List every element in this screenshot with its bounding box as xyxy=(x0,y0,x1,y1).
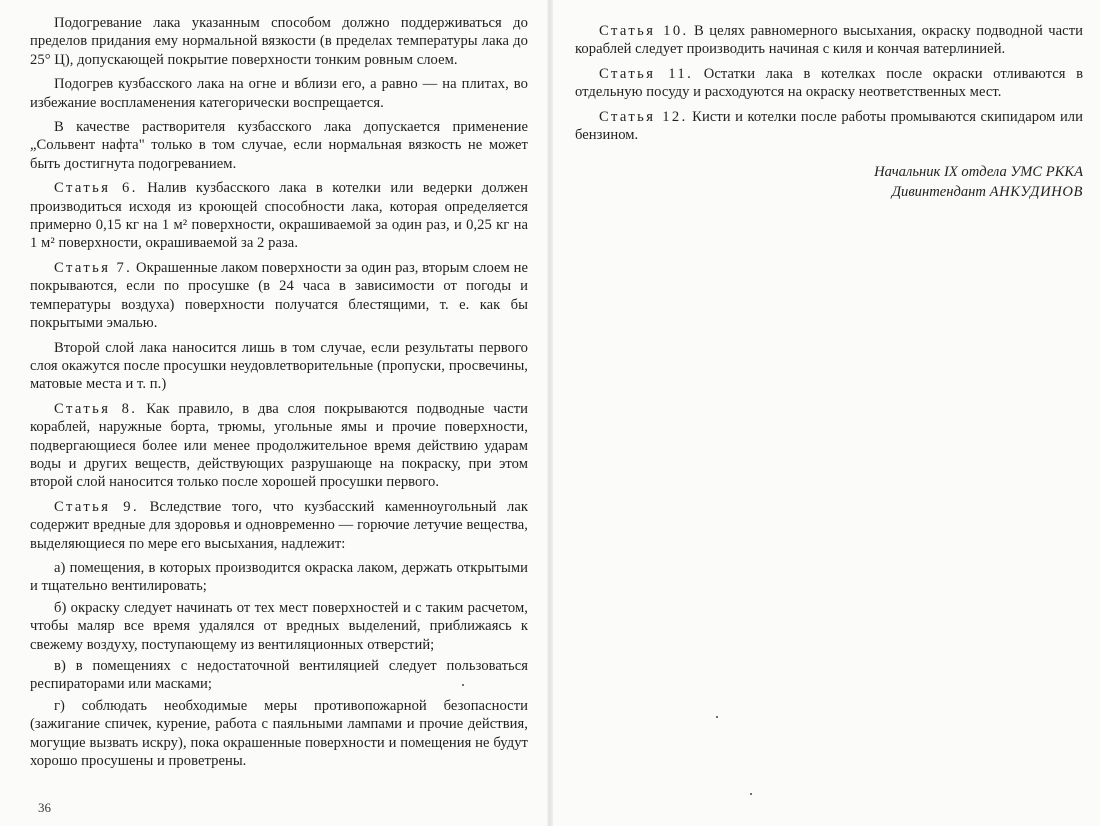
list-item: г) соблюдать необходимые меры противопожарной безопасности (зажигание спичек, курение, работа с паяльными лампами и прочие действия, могущие вызвать искру), пока окрашенные поверхности и помещения не будут хорошо просушены и проветрены. xyxy=(30,697,528,770)
paragraph: В качестве растворителя кузбасского лака допускается применение „Сольвент нафта" только в том случае, если нормальная вязкость не может быть достигнута подогреванием. xyxy=(30,119,528,172)
article-12: Статья 12. Кисти и котелки после работы промываются скипидаром или бензином. xyxy=(575,108,1083,144)
paragraph: Подогревание лака указанным способом должно поддерживаться до пределов придания ему нормальной вязкости (в пределах температуры лака до 25° Ц), допускающей покрытие поверхности тонким ровным слоем. xyxy=(30,15,528,68)
article-10: Статья 10. В целях равномерного высыхания, окраску подводной части кораблей следует производить начиная с киля и кончая ватерлинией. xyxy=(575,23,1083,58)
left-page xyxy=(30,14,528,820)
article-11: Статья 11. Остатки лака в котелках после окраски отливаются в отдельную посуду и расходуются на окраску неответственных мест. xyxy=(575,65,1084,101)
article-label: Статья 11. xyxy=(599,65,694,82)
signature-name: АНКУДИНОВ xyxy=(989,184,1083,201)
paragraph: Подогрев кузбасского лака на огне и вблизи его, а равно — на плитах, во избежание воспламенения категорически воспрещается. xyxy=(30,76,528,111)
signature-title: Начальник IX отдела УМС РККА xyxy=(874,164,1083,181)
paragraph: Второй слой лака наносится лишь в том случае, если результаты первого слоя окажутся после просушки неудовлетворительные (пропуски, просвечины, матовые места и т. п.) xyxy=(30,339,528,393)
article-label: Статья 12. xyxy=(599,108,688,125)
list-item: б) окраску следует начинать от тех мест поверхностей и с таким расчетом, чтобы маляр все время удалялся от вредных выделений, приближаясь к свежему воздуху, поступающему из вентиляционных отверстий; xyxy=(30,599,528,653)
article-9: Статья 9. Вследствие того, что кузбасский каменноугольный лак содержит вредные для здоровья и одновременно — горючие летучие вещества, выделяющиеся по мере его высыхания, надлежит: xyxy=(30,498,529,552)
article-label: Статья 6. xyxy=(54,180,138,197)
article-7: Статья 7. Окрашенные лаком поверхности за один раз, вторым слоем не покрываются, если по просушке (в 24 часа в зависимости от погоды и температуры воздуха) поверхности получатся блестящими, т. е. как бы покрытыми эмалью. xyxy=(30,259,528,332)
signature-name-line xyxy=(575,182,1083,202)
article-8: Статья 8. Как правило, в два слоя покрываются подводные части кораблей, наружные борта, трюмы, угольные ямы и прочие поверхности, подвергающиеся более или менее продолжительное время действию ударам воды и других веществ, действующих разрушающе на покраску, при этом второй слой наносится только после хорошей просушки первого. xyxy=(30,400,529,491)
list-item: в) в помещениях с недостаточной вентиляцией следует пользоваться респираторами или масками; xyxy=(30,658,528,693)
list-item: а) помещения, в которых производится окраска лаком, держать открытыми и тщательно вентилировать; xyxy=(30,559,528,595)
print-speck xyxy=(462,684,464,686)
print-speck xyxy=(716,716,718,718)
right-page xyxy=(575,22,1083,322)
page-number: 36 xyxy=(38,800,51,815)
signature-block xyxy=(575,162,1083,202)
article-label: Статья 9. xyxy=(54,498,140,515)
print-speck xyxy=(750,793,752,795)
article-6: Статья 6. Налив кузбасского лака в котелки или ведерки должен производиться исходя из кроющей способности лака, которая определяется примерно 0,15 кг на 1 м² поверхности, окрашиваемой за один раз, и 0,25 кг на 1 м² поверхности, окрашиваемой за 2 раза. xyxy=(30,180,529,252)
book-gutter xyxy=(547,0,553,826)
article-label: Статья 7. xyxy=(54,259,133,276)
article-label: Статья 10. xyxy=(599,23,689,39)
signature-rank: Дивинтендант xyxy=(891,184,986,201)
article-label: Статья 8. xyxy=(54,400,138,417)
